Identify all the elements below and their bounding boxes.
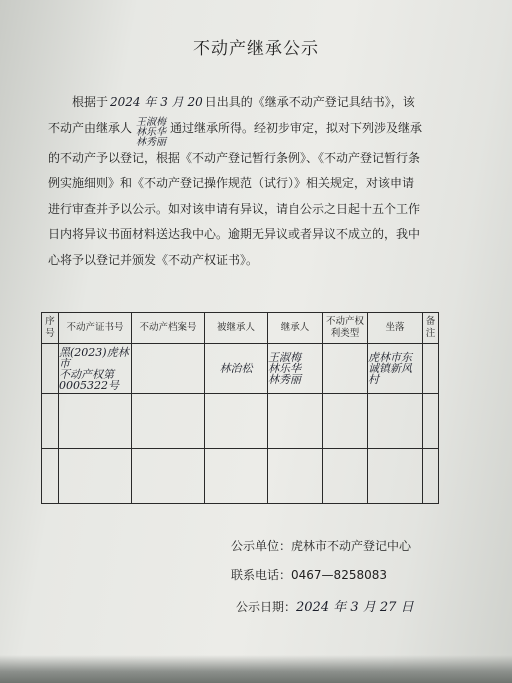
page-title: 不动产继承公示 — [193, 39, 319, 59]
cell-location — [368, 394, 423, 449]
notice-body — [48, 90, 424, 273]
handwritten-notice-date: 2024 年 3 月 27 日 — [296, 600, 414, 615]
cell-location — [368, 449, 423, 504]
date-label: 公示日期： — [236, 600, 297, 614]
body-part2: 日出具的《继承不动产登记具结书》，该不动产由继承人 — [48, 95, 415, 135]
cell-deceased — [205, 449, 268, 504]
cell-heirs — [268, 449, 323, 504]
cell-remark — [423, 344, 439, 394]
photo-shadow — [0, 655, 512, 683]
header-heirs: 继承人 — [268, 313, 323, 344]
unit-value: 虎林市不动产登记中心 — [291, 539, 412, 553]
table-row — [42, 344, 439, 394]
cell-seq — [42, 449, 59, 504]
cell-right-type — [323, 394, 368, 449]
body-part1: 根据于 — [72, 95, 109, 109]
footer-date — [236, 596, 414, 615]
heir-name: 林秀丽 — [136, 136, 167, 148]
phone-value: 0467—8258083 — [291, 568, 387, 582]
phone-label: 联系电话： — [231, 568, 292, 582]
heir-line: 林秀丽 — [268, 373, 301, 386]
cell-seq — [42, 344, 59, 394]
unit-label: 公示单位： — [231, 539, 292, 553]
cell-archive-no — [132, 394, 205, 449]
table-row — [42, 394, 439, 449]
location-line: 虎林市东 — [368, 351, 412, 364]
handwritten-heirs — [136, 118, 166, 148]
header-cert-no: 不动产证书号 — [59, 313, 132, 344]
cell-deceased: 林治松 — [205, 344, 268, 394]
cell-seq — [42, 394, 59, 449]
heir-line: 王淑梅 — [268, 351, 301, 364]
header-deceased: 被继承人 — [205, 313, 268, 344]
cell-cert-no — [59, 394, 132, 449]
handwritten-date: 2024 年 3 月 20 — [110, 95, 203, 109]
heir-name: 林乐华 — [136, 126, 167, 138]
header-remark: 备注 — [423, 313, 439, 344]
cell-right-type — [323, 344, 368, 394]
cell-cert-no — [59, 344, 132, 394]
cert-line: 0005322号 — [59, 378, 119, 392]
location-line: 诚镇新风 — [368, 362, 412, 375]
location-line: 村 — [368, 373, 379, 386]
heir-line: 林乐华 — [268, 362, 301, 375]
footer-phone — [231, 566, 387, 583]
cell-heirs — [268, 394, 323, 449]
cell-cert-no — [59, 449, 132, 504]
cert-line: 黑(2023)虎林市 — [59, 345, 129, 370]
cell-archive-no — [132, 449, 205, 504]
cell-heirs — [268, 344, 323, 394]
cell-remark — [423, 394, 439, 449]
heir-name: 王淑梅 — [136, 116, 167, 128]
cell-right-type — [323, 449, 368, 504]
cert-line: 不动产权第 — [59, 367, 114, 381]
property-table — [41, 312, 439, 504]
body-part3: 通过继承所得。经初步审定，拟对下列涉及继承的不动产予以登记，根据《不动产登记暂行条例》、《不动产登记暂行条例实施细则》和《不动产登记操作规范（试行）》相关规定，对该申请进行审查并予以公示。如对该申请有异议，请自公示之日起十五个工作日内将异议书面材料送达我中心。逾期无异议或者异议不成立的，我中心将予以登记并颁发《不动产权证书》。 — [48, 120, 423, 267]
footer-unit — [231, 537, 411, 554]
cell-deceased — [205, 394, 268, 449]
cell-location — [368, 344, 423, 394]
cell-archive-no — [132, 344, 205, 394]
table-row — [42, 449, 439, 504]
table-header-row — [42, 313, 439, 344]
header-location: 坐落 — [368, 313, 423, 344]
header-archive-no: 不动产档案号 — [132, 313, 205, 344]
header-right-type: 不动产权利类型 — [323, 313, 368, 344]
header-seq: 序号 — [42, 313, 59, 344]
cell-remark — [423, 449, 439, 504]
